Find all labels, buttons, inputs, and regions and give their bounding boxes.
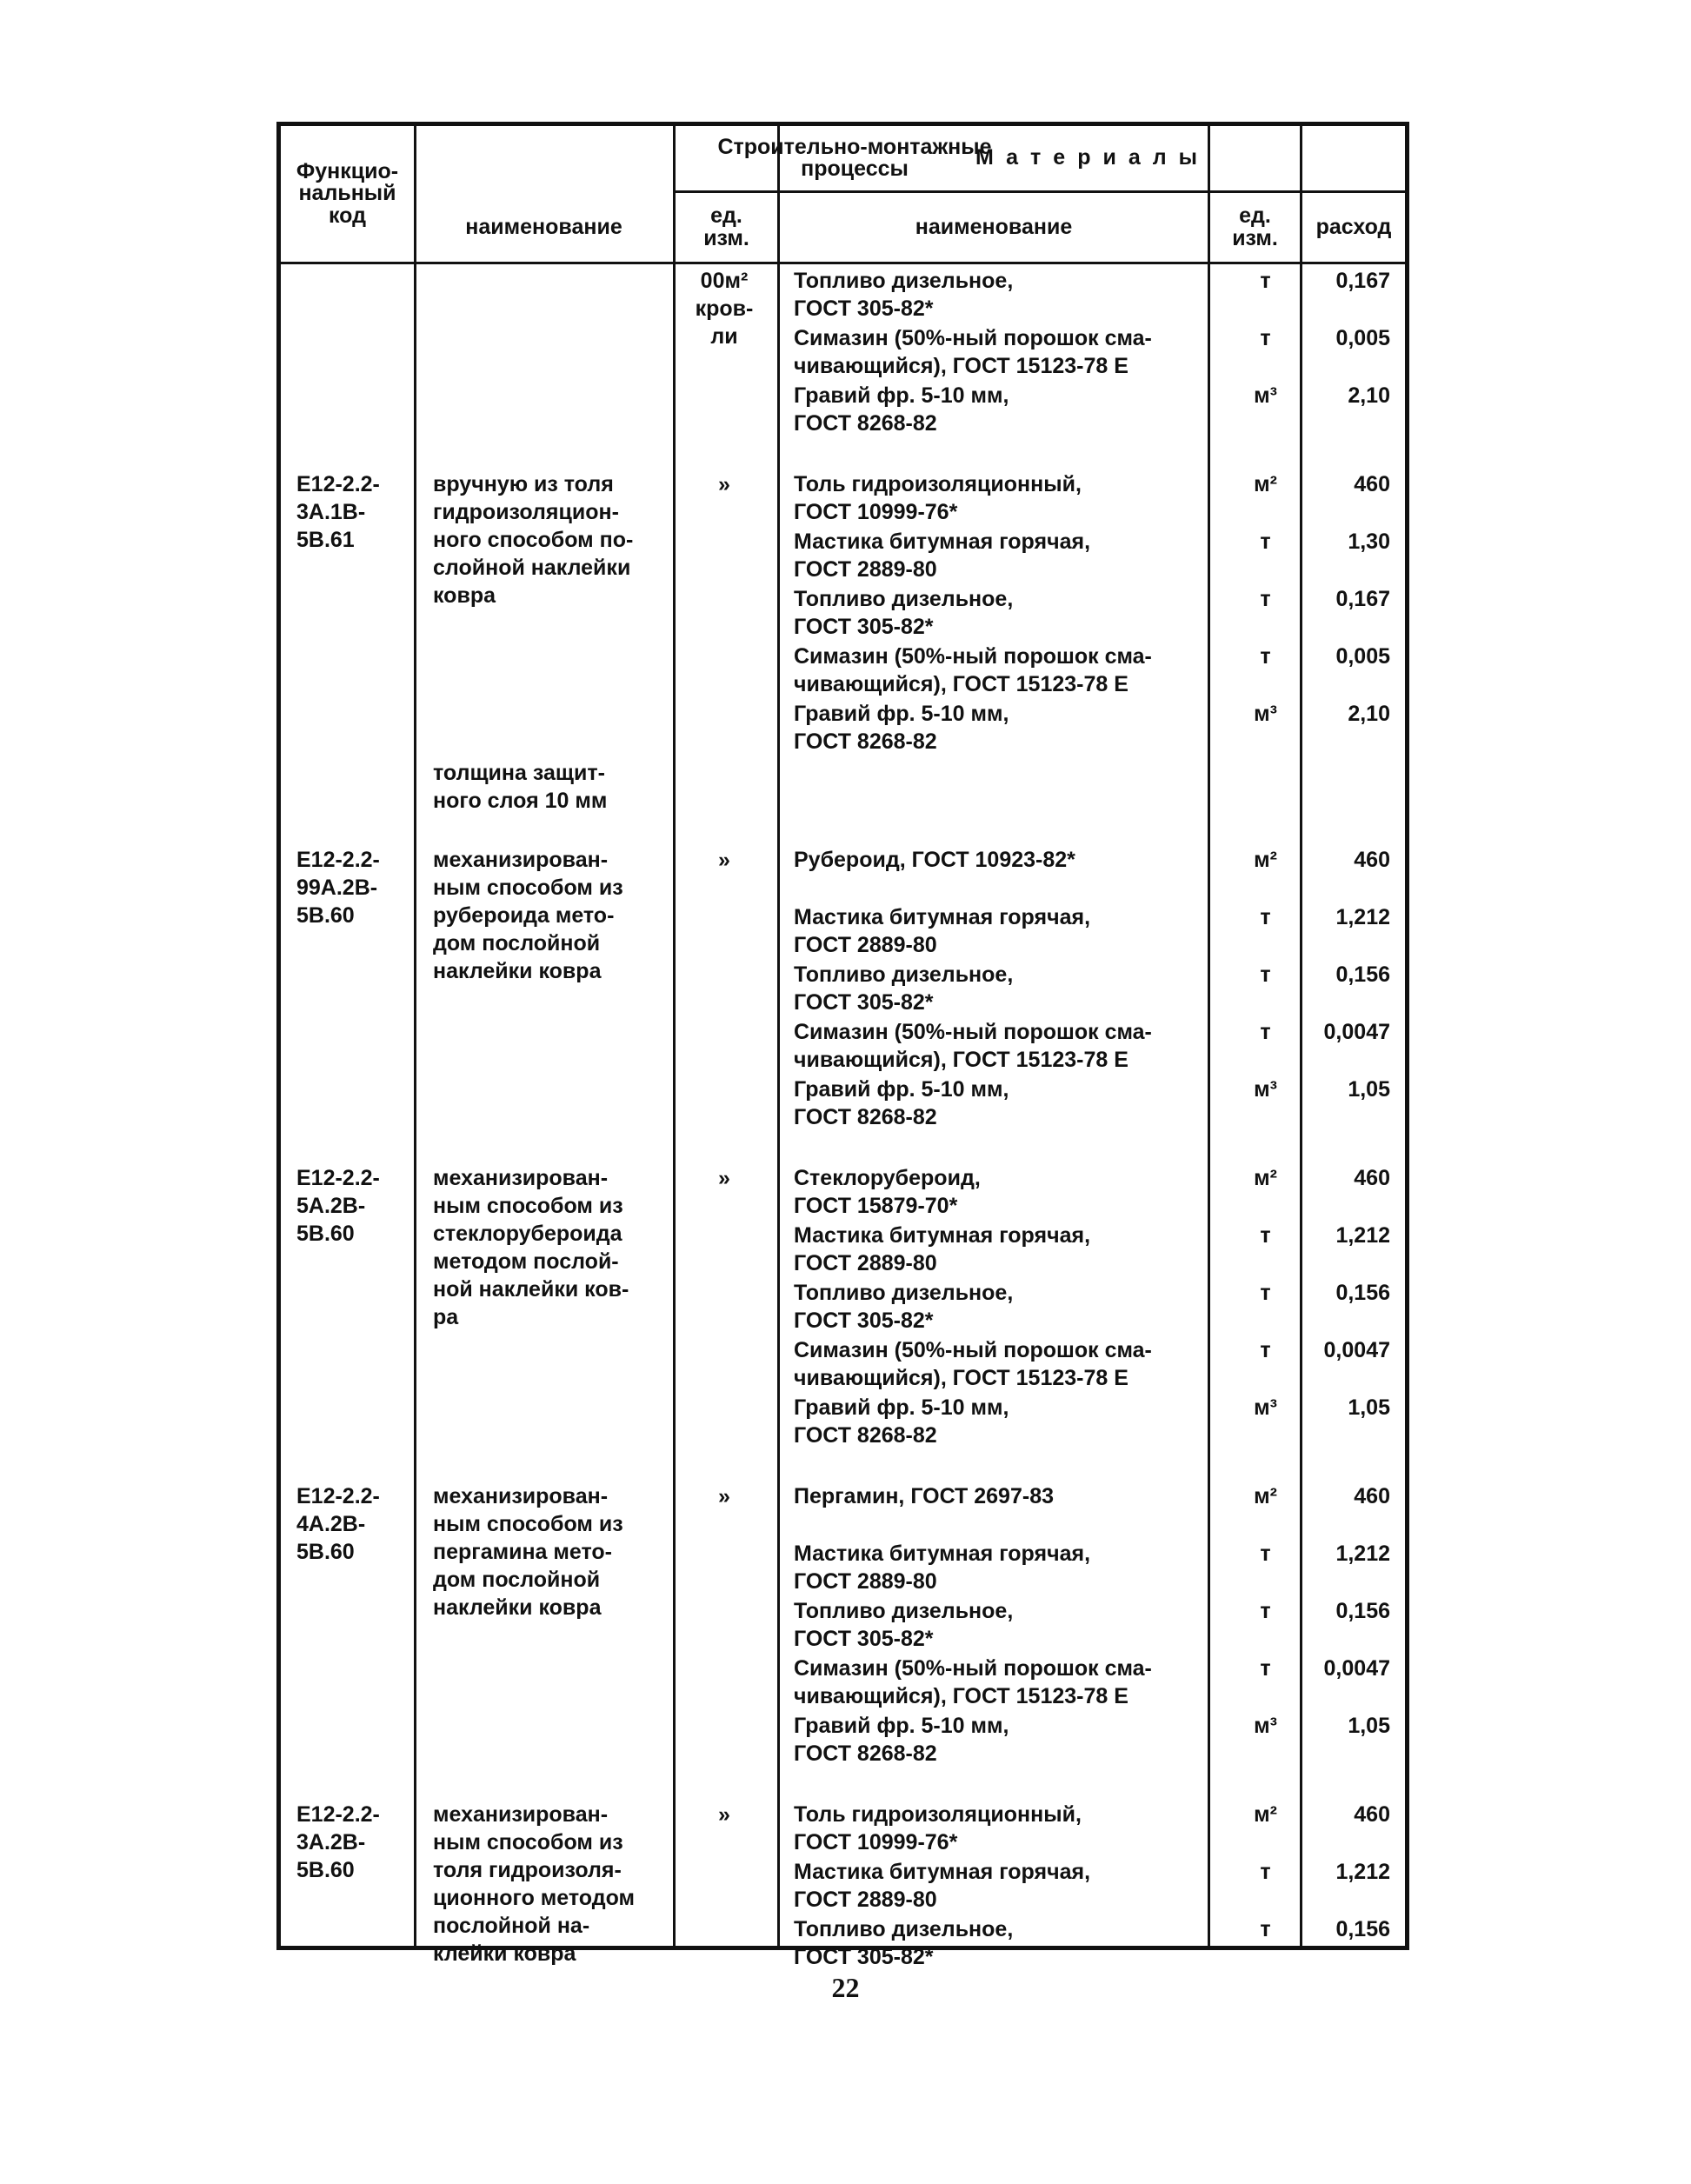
table-row-group: [281, 267, 1405, 439]
material-name: Мастика битумная горячая, ГОСТ 2889-80: [794, 905, 1091, 957]
material-row: [794, 1801, 1405, 1858]
material-qty: 460: [1354, 1484, 1390, 1508]
material-name: Топливо дизельное, ГОСТ 305-82*: [794, 269, 1014, 321]
material-name: Симазин (50%-ный порошок сма- чивающийся), ГОСТ 15123-78 Е: [794, 1656, 1152, 1708]
material-list: [794, 846, 1405, 1133]
material-name: Топливо дизельное, ГОСТ 305-82*: [794, 1917, 1014, 1969]
material-name: Симазин (50%-ный порошок сма- чивающийся), ГОСТ 15123-78 Е: [794, 1338, 1152, 1390]
material-qty: 1,05: [1348, 1714, 1390, 1738]
material-unit: т: [1260, 269, 1271, 293]
material-row: [794, 961, 1405, 1018]
material-name: Пергамин, ГОСТ 2697-83: [794, 1484, 1054, 1508]
material-unit: т: [1260, 1281, 1271, 1305]
material-name: Мастика битумная горячая, ГОСТ 2889-80: [794, 1223, 1091, 1275]
header-code: Функцио- нальный код: [296, 158, 399, 228]
materials-table: [276, 122, 1409, 1969]
header-material-qty: расход: [1315, 214, 1392, 239]
process-unit: »: [718, 472, 730, 496]
material-name: Гравий фр. 5-10 мм, ГОСТ 8268-82: [794, 702, 1009, 754]
table-row-group: [281, 470, 1405, 815]
material-unit: т: [1260, 1599, 1271, 1623]
header-materials: Материалы: [975, 145, 1209, 170]
material-qty: 1,212: [1335, 1860, 1390, 1884]
material-name: Мастика битумная горячая, ГОСТ 2889-80: [794, 529, 1091, 582]
page-number: 22: [831, 1972, 860, 2003]
material-qty: 0,0047: [1323, 1020, 1390, 1044]
functional-code: Е12-2.2- 5А.2В- 5В.60: [296, 1166, 380, 1246]
process-name: механизирован- ным способом из толя гидроизоля- ционного методом послойной на- клейки ковра: [433, 1802, 636, 1966]
material-unit: т: [1260, 529, 1271, 554]
header-material-name: наименование: [915, 214, 1073, 239]
material-qty: 0,0047: [1323, 1656, 1390, 1681]
material-list: [794, 470, 1405, 757]
process-unit: »: [718, 1166, 730, 1190]
material-unit: т: [1260, 1338, 1271, 1362]
material-qty: 1,212: [1335, 1541, 1390, 1566]
material-qty: 2,10: [1348, 383, 1390, 408]
material-row: [794, 1655, 1405, 1712]
functional-code: Е12-2.2- 3А.2В- 5В.60: [296, 1802, 380, 1882]
material-qty: 0,156: [1335, 1281, 1390, 1305]
material-row: [794, 1858, 1405, 1915]
material-row: [794, 528, 1405, 585]
material-name: Мастика битумная горячая, ГОСТ 2889-80: [794, 1860, 1091, 1912]
material-qty: 1,212: [1335, 905, 1390, 929]
material-unit: м²: [1254, 1484, 1277, 1508]
material-qty: 0,005: [1335, 644, 1390, 669]
table-row-group: [281, 1801, 1405, 1973]
table-body: [281, 267, 1405, 2004]
material-qty: 1,05: [1348, 1077, 1390, 1102]
material-unit: т: [1260, 905, 1271, 929]
material-qty: 0,005: [1335, 326, 1390, 350]
process-name: вручную из толя гидроизоляцион- ного способом по- слойной наклейки ковра: [433, 472, 634, 608]
material-name: Рубероид, ГОСТ 10923-82*: [794, 848, 1075, 872]
material-row: [794, 1336, 1405, 1394]
material-unit: т: [1260, 1020, 1271, 1044]
material-unit: м³: [1254, 1077, 1277, 1102]
material-row: [794, 1482, 1405, 1540]
material-unit: т: [1260, 326, 1271, 350]
material-qty: 0,156: [1335, 1599, 1390, 1623]
material-unit: т: [1260, 1223, 1271, 1248]
material-name: Гравий фр. 5-10 мм, ГОСТ 8268-82: [794, 383, 1009, 436]
material-qty: 460: [1354, 472, 1390, 496]
material-unit: т: [1260, 1656, 1271, 1681]
table-row-group: [281, 846, 1405, 1133]
material-qty: 1,05: [1348, 1395, 1390, 1420]
material-row: [794, 1915, 1405, 1973]
material-row: [794, 382, 1405, 439]
material-name: Топливо дизельное, ГОСТ 305-82*: [794, 1599, 1014, 1651]
material-list: [794, 1801, 1405, 1973]
material-row: [794, 1075, 1405, 1133]
material-row: [794, 470, 1405, 528]
material-row: [794, 1018, 1405, 1075]
material-qty: 0,167: [1335, 269, 1390, 293]
material-row: [794, 1597, 1405, 1655]
process-name: механизирован- ным способом из стеклорубероида методом послой- ной наклейки ков- ра: [433, 1166, 629, 1329]
material-row: [794, 1540, 1405, 1597]
material-row: [794, 267, 1405, 324]
process-note: толщина защит- ного слоя 10 мм: [433, 761, 608, 813]
material-name: Гравий фр. 5-10 мм, ГОСТ 8268-82: [794, 1714, 1009, 1766]
material-unit: м²: [1254, 848, 1277, 872]
material-row: [794, 1222, 1405, 1279]
material-row: [794, 1164, 1405, 1222]
process-unit: »: [718, 1484, 730, 1508]
material-row: [794, 1712, 1405, 1769]
material-name: Мастика битумная горячая, ГОСТ 2889-80: [794, 1541, 1091, 1594]
material-name: Симазин (50%-ный порошок сма- чивающийся), ГОСТ 15123-78 Е: [794, 326, 1152, 378]
material-qty: 1,30: [1348, 529, 1390, 554]
material-row: [794, 1279, 1405, 1336]
material-row: [794, 846, 1405, 903]
table-row-group: [281, 1164, 1405, 1451]
material-name: Симазин (50%-ный порошок сма- чивающийся), ГОСТ 15123-78 Е: [794, 644, 1152, 696]
material-unit: т: [1260, 587, 1271, 611]
header-processes: Строительно-монтажные процессы: [717, 134, 992, 181]
process-name: механизирован- ным способом из пергамина мето- дом послойной наклейки ковра: [433, 1484, 623, 1620]
material-unit: т: [1260, 1917, 1271, 1941]
material-unit: м³: [1254, 702, 1277, 726]
material-list: [794, 1482, 1405, 1769]
material-row: [794, 700, 1405, 757]
material-qty: 0,156: [1335, 962, 1390, 987]
material-qty: 1,212: [1335, 1223, 1390, 1248]
material-name: Стеклорубероид, ГОСТ 15879-70*: [794, 1166, 981, 1218]
material-name: Толь гидроизоляционный, ГОСТ 10999-76*: [794, 472, 1082, 524]
material-qty: 0,0047: [1323, 1338, 1390, 1362]
header-process-unit: ед. изм.: [703, 203, 749, 250]
process-name: механизирован- ным способом из рубероида мето- дом послойной наклейки ковра: [433, 848, 623, 983]
material-name: Топливо дизельное, ГОСТ 305-82*: [794, 587, 1014, 639]
material-unit: т: [1260, 1860, 1271, 1884]
process-unit: 00м² кров- ли: [695, 269, 754, 349]
material-unit: м²: [1254, 472, 1277, 496]
material-row: [794, 903, 1405, 961]
table-row-group: [281, 1482, 1405, 1769]
process-unit: »: [718, 1802, 730, 1827]
header-process-name: наименование: [465, 214, 622, 239]
functional-code: Е12-2.2- 3А.1В- 5В.61: [296, 472, 380, 552]
material-row: [794, 585, 1405, 643]
material-qty: 460: [1354, 1802, 1390, 1827]
material-qty: 0,156: [1335, 1917, 1390, 1941]
material-unit: т: [1260, 1541, 1271, 1566]
material-name: Симазин (50%-ный порошок сма- чивающийся), ГОСТ 15123-78 Е: [794, 1020, 1152, 1072]
material-unit: м³: [1254, 1714, 1277, 1738]
material-unit: м³: [1254, 1395, 1277, 1420]
material-name: Гравий фр. 5-10 мм, ГОСТ 8268-82: [794, 1395, 1009, 1448]
material-list: [794, 1164, 1405, 1451]
material-row: [794, 1394, 1405, 1451]
material-qty: 460: [1354, 848, 1390, 872]
material-name: Толь гидроизоляционный, ГОСТ 10999-76*: [794, 1802, 1082, 1854]
material-qty: 0,167: [1335, 587, 1390, 611]
material-row: [794, 643, 1405, 700]
material-name: Топливо дизельное, ГОСТ 305-82*: [794, 1281, 1014, 1333]
process-unit: »: [718, 848, 730, 872]
material-qty: 460: [1354, 1166, 1390, 1190]
material-unit: т: [1260, 962, 1271, 987]
material-unit: м²: [1254, 1802, 1277, 1827]
header-material-unit: ед. изм.: [1232, 203, 1278, 250]
functional-code: Е12-2.2- 99А.2В- 5В.60: [296, 848, 380, 928]
material-unit: м²: [1254, 1166, 1277, 1190]
material-unit: м³: [1254, 383, 1277, 408]
material-name: Топливо дизельное, ГОСТ 305-82*: [794, 962, 1014, 1015]
material-row: [794, 324, 1405, 382]
functional-code: Е12-2.2- 4А.2В- 5В.60: [296, 1484, 380, 1564]
material-qty: 2,10: [1348, 702, 1390, 726]
material-name: Гравий фр. 5-10 мм, ГОСТ 8268-82: [794, 1077, 1009, 1129]
material-unit: т: [1260, 644, 1271, 669]
material-list: [794, 267, 1405, 439]
